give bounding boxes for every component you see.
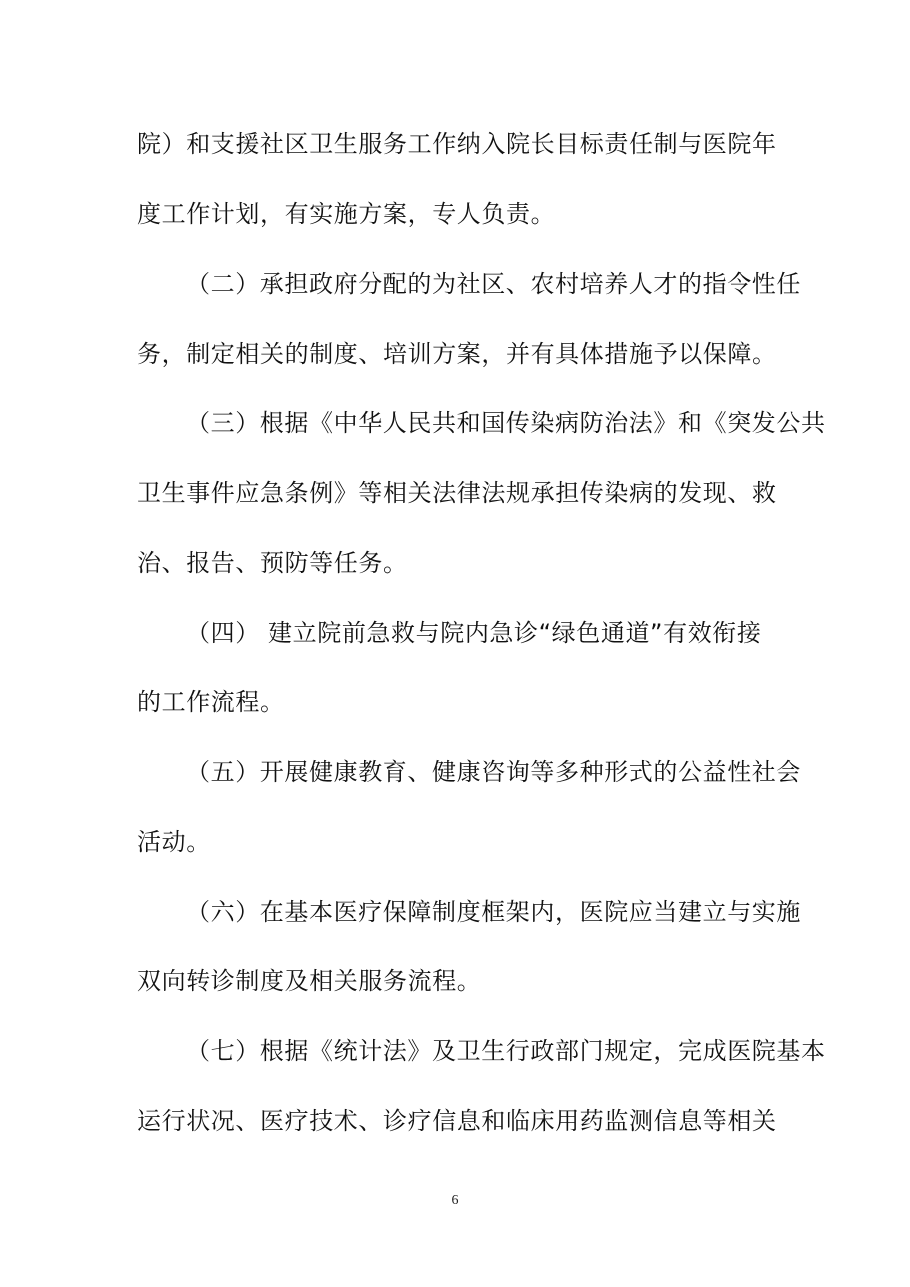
text-line: （七）根据《统计法》及卫生行政部门规定，完成医院基本 xyxy=(186,1037,826,1065)
text-line: 双向转诊制度及相关服务流程。 xyxy=(137,967,482,995)
text-line: 务，制定相关的制度、培训方案，并有具体措施予以保障。 xyxy=(137,340,777,368)
text-line: （二）承担政府分配的为社区、农村培养人才的指令性任 xyxy=(186,270,801,298)
text-line: （五）开展健康教育、健康咨询等多种形式的公益性社会 xyxy=(186,758,801,786)
text-line: （六）在基本医疗保障制度框架内，医院应当建立与实施 xyxy=(186,898,801,926)
text-line: 的工作流程。 xyxy=(137,688,285,716)
text-line: （三）根据《中华人民共和国传染病防治法》和《突发公共 xyxy=(186,409,826,437)
text-line: 治、报告、预防等任务。 xyxy=(137,549,408,577)
text-line: 活动。 xyxy=(137,828,211,856)
text-line: （四） 建立院前急救与院内急诊“绿色通道”有效衔接 xyxy=(186,619,762,647)
text-line: 运行状况、医疗技术、诊疗信息和临床用药监测信息等相关 xyxy=(137,1107,777,1135)
page-number: 6 xyxy=(451,1193,459,1208)
text-line: 卫生事件应急条例》等相关法律法规承担传染病的发现、救 xyxy=(137,479,777,507)
text-line: 院）和支援社区卫生服务工作纳入院长目标责任制与医院年 xyxy=(137,130,777,158)
text-line: 度工作计划，有实施方案，专人负责。 xyxy=(137,200,556,228)
